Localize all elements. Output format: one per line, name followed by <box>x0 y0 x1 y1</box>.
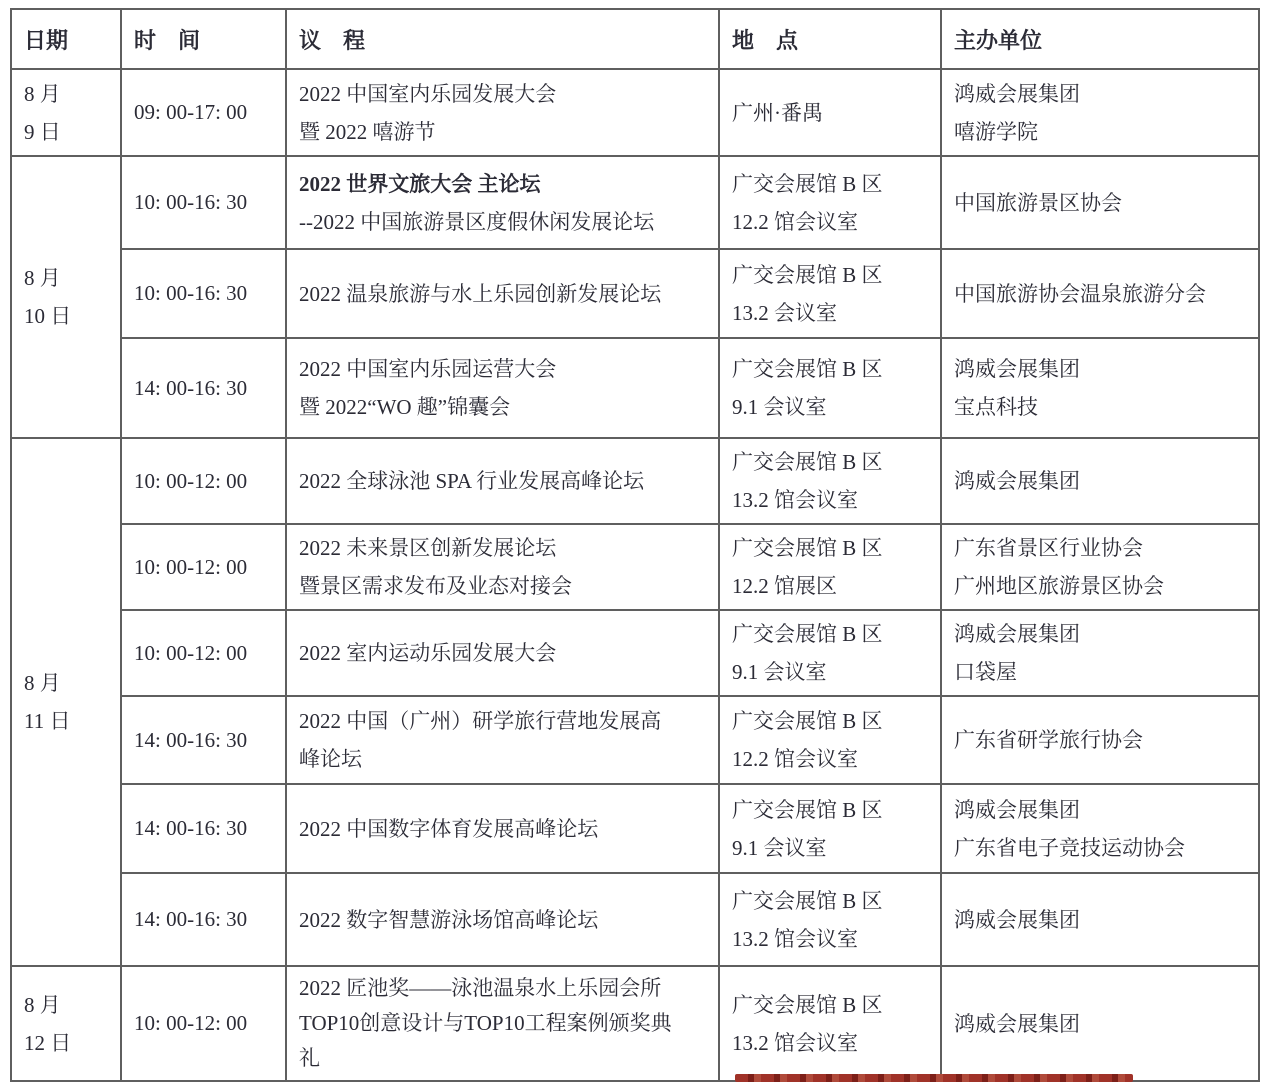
organizer-line: 嘻游学院 <box>954 119 1038 144</box>
cropped-red-text-fragment <box>735 1074 1133 1082</box>
location-line: 广交会展馆 B 区 <box>732 262 883 287</box>
organizer-cell <box>941 438 1259 524</box>
table-row <box>11 610 1259 696</box>
table-row <box>11 338 1259 438</box>
organizer-line: 口袋屋 <box>954 660 1017 684</box>
agenda-line: 2022 数字智慧游泳场馆高峰论坛 <box>299 907 599 932</box>
location-line: 12.2 馆会议室 <box>732 747 858 771</box>
location-line: 12.2 馆展区 <box>732 574 837 598</box>
location-line: 广交会展馆 B 区 <box>732 450 883 474</box>
location-line: 13.2 会议室 <box>732 300 837 325</box>
agenda-line: --2022 中国旅游景区度假休闲发展论坛 <box>299 209 655 234</box>
location-cell <box>719 524 941 610</box>
agenda-line: 礼 <box>299 1046 320 1070</box>
date-line: 8 月 <box>24 81 61 106</box>
organizer-cell <box>941 784 1259 873</box>
agenda-cell <box>286 966 719 1081</box>
agenda-line: 2022 未来景区创新发展论坛 <box>299 536 557 560</box>
table-row <box>11 156 1259 249</box>
location-line: 9.1 会议室 <box>732 835 827 860</box>
organizer-line: 鸿威会展集团 <box>954 1011 1080 1036</box>
agenda-cell <box>286 249 719 338</box>
organizer-line: 广东省研学旅行协会 <box>954 728 1143 752</box>
location-line: 广交会展馆 B 区 <box>732 888 883 913</box>
date-line: 12 日 <box>24 1030 72 1055</box>
location-cell <box>719 69 941 156</box>
location-line: 广交会展馆 B 区 <box>732 171 883 196</box>
table-row <box>11 696 1259 784</box>
location-line: 12.2 馆会议室 <box>732 209 858 234</box>
location-line: 广州·番禺 <box>732 100 823 125</box>
location-line: 广交会展馆 B 区 <box>732 622 883 646</box>
organizer-line: 鸿威会展集团 <box>954 907 1080 932</box>
organizer-cell <box>941 156 1259 249</box>
header-row <box>11 9 1259 69</box>
agenda-cell <box>286 338 719 438</box>
agenda-line: 暨 2022 嘻游节 <box>299 119 436 144</box>
agenda-line: 2022 中国（广州）研学旅行营地发展高 <box>299 709 662 733</box>
organizer-line: 广州地区旅游景区协会 <box>954 574 1164 598</box>
table-row <box>11 69 1259 156</box>
table-row <box>11 524 1259 610</box>
agenda-cell <box>286 156 719 249</box>
location-cell <box>719 338 941 438</box>
organizer-cell <box>941 338 1259 438</box>
date-line: 8 月 <box>24 266 61 290</box>
organizer-cell <box>941 249 1259 338</box>
organizer-cell <box>941 69 1259 156</box>
time-cell: 14: 00-16: 30 <box>121 696 286 784</box>
organizer-line: 鸿威会展集团 <box>954 469 1080 493</box>
organizer-line: 中国旅游景区协会 <box>954 190 1122 215</box>
agenda-cell <box>286 696 719 784</box>
agenda-line: 峰论坛 <box>299 747 362 771</box>
location-cell <box>719 249 941 338</box>
agenda-cell <box>286 69 719 156</box>
time-cell: 14: 00-16: 30 <box>121 784 286 873</box>
organizer-line: 鸿威会展集团 <box>954 81 1080 106</box>
header-location: 地 点 <box>719 9 941 69</box>
organizer-line: 广东省景区行业协会 <box>954 536 1143 560</box>
agenda-cell <box>286 524 719 610</box>
table-row <box>11 249 1259 338</box>
location-line: 广交会展馆 B 区 <box>732 536 883 560</box>
date-line: 9 日 <box>24 119 61 144</box>
organizer-line: 鸿威会展集团 <box>954 357 1080 381</box>
schedule-table-wrap <box>10 8 1260 1082</box>
location-cell <box>719 696 941 784</box>
location-cell <box>719 610 941 696</box>
organizer-cell <box>941 873 1259 966</box>
organizer-cell <box>941 610 1259 696</box>
date-line: 8 月 <box>24 992 61 1017</box>
location-cell <box>719 156 941 249</box>
agenda-line: 2022 匠池奖——泳池温泉水上乐园会所 <box>299 976 662 1000</box>
time-cell: 10: 00-12: 00 <box>121 610 286 696</box>
organizer-line: 广东省电子竞技运动协会 <box>954 835 1185 860</box>
location-cell <box>719 438 941 524</box>
date-cell <box>11 438 121 966</box>
date-line: 11 日 <box>24 709 71 733</box>
time-cell: 14: 00-16: 30 <box>121 338 286 438</box>
organizer-line: 鸿威会展集团 <box>954 797 1080 822</box>
agenda-cell <box>286 438 719 524</box>
location-line: 13.2 馆会议室 <box>732 1030 858 1055</box>
agenda-line: 2022 中国室内乐园发展大会 <box>299 81 557 106</box>
location-line: 9.1 会议室 <box>732 395 827 419</box>
time-cell: 10: 00-12: 00 <box>121 966 286 1081</box>
location-line: 广交会展馆 B 区 <box>732 709 883 733</box>
location-line: 广交会展馆 B 区 <box>732 797 883 822</box>
agenda-line: 2022 温泉旅游与水上乐园创新发展论坛 <box>299 281 662 306</box>
header-organizer: 主办单位 <box>941 9 1259 69</box>
location-cell <box>719 873 941 966</box>
time-cell: 10: 00-12: 00 <box>121 438 286 524</box>
agenda-line: 暨 2022“WO 趣”锦囊会 <box>299 395 511 419</box>
header-date: 日期 <box>11 9 121 69</box>
header-time: 时 间 <box>121 9 286 69</box>
agenda-cell <box>286 784 719 873</box>
date-line: 10 日 <box>24 304 72 328</box>
agenda-cell <box>286 610 719 696</box>
location-cell <box>719 784 941 873</box>
location-line: 13.2 馆会议室 <box>732 488 858 512</box>
location-line: 13.2 馆会议室 <box>732 926 858 951</box>
agenda-line: 2022 全球泳池 SPA 行业发展高峰论坛 <box>299 469 645 493</box>
organizer-cell <box>941 966 1259 1081</box>
table-row <box>11 966 1259 1081</box>
time-cell: 09: 00-17: 00 <box>121 69 286 156</box>
date-cell <box>11 156 121 438</box>
date-cell <box>11 966 121 1081</box>
agenda-cell <box>286 873 719 966</box>
location-line: 广交会展馆 B 区 <box>732 357 883 381</box>
table-row <box>11 873 1259 966</box>
time-cell: 10: 00-16: 30 <box>121 249 286 338</box>
header-agenda: 议 程 <box>286 9 719 69</box>
time-cell: 10: 00-16: 30 <box>121 156 286 249</box>
table-row <box>11 784 1259 873</box>
time-cell: 14: 00-16: 30 <box>121 873 286 966</box>
organizer-cell <box>941 524 1259 610</box>
organizer-line: 鸿威会展集团 <box>954 622 1080 646</box>
event-schedule-table <box>10 8 1260 1082</box>
agenda-line: 2022 室内运动乐园发展大会 <box>299 641 557 665</box>
table-row <box>11 438 1259 524</box>
agenda-line: 2022 世界文旅大会 主论坛 <box>299 171 541 196</box>
time-cell: 10: 00-12: 00 <box>121 524 286 610</box>
agenda-line: TOP10创意设计与TOP10工程案例颁奖典 <box>299 1011 672 1035</box>
location-cell <box>719 966 941 1081</box>
agenda-line: 暨景区需求发布及业态对接会 <box>299 574 572 598</box>
agenda-line: 2022 中国数字体育发展高峰论坛 <box>299 816 599 841</box>
date-cell <box>11 69 121 156</box>
agenda-line: 2022 中国室内乐园运营大会 <box>299 357 557 381</box>
organizer-cell <box>941 696 1259 784</box>
date-line: 8 月 <box>24 671 61 695</box>
location-line: 广交会展馆 B 区 <box>732 992 883 1017</box>
organizer-line: 宝点科技 <box>954 395 1038 419</box>
organizer-line: 中国旅游协会温泉旅游分会 <box>954 281 1206 306</box>
location-line: 9.1 会议室 <box>732 660 827 684</box>
